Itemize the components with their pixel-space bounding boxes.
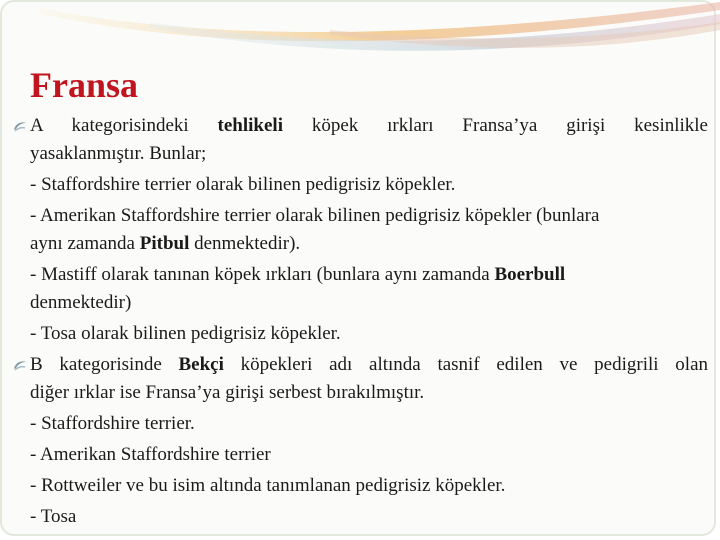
- b-item-3: - Rottweiler ve bu isim altında tanımlanan pedigrisiz köpekler.: [30, 475, 506, 496]
- a-item-3-bold: Boerbull: [494, 264, 566, 285]
- a-intro-text: A kategorisindeki: [30, 115, 218, 136]
- swirl-bullet-icon: [12, 357, 28, 373]
- b-intro-text-end: köpekleri adı altında tasnif edilen ve pedigrili olan: [223, 354, 708, 375]
- b-intro-continuation: diğer ırklar ise Fransa’ya girişi serbest bırakılmıştır.: [30, 382, 425, 403]
- a-item-3-text: - Mastiff olarak tanınan köpek ırkları (bunlara aynı zamanda: [30, 264, 495, 285]
- a-item-2-line-2: [12, 230, 708, 258]
- a-item-2-text-end: denmektedir).: [189, 233, 301, 254]
- a-item-3-line-1: [12, 261, 708, 289]
- slide-body: [12, 112, 708, 531]
- a-item-1: - Staffordshire terrier olarak bilinen pedigrisiz köpekler.: [30, 174, 456, 195]
- a-item-3-line-2: denmektedir): [30, 292, 132, 313]
- bullet-b-intro: [12, 351, 708, 379]
- bullet-a-intro: [12, 112, 708, 140]
- b-intro-text: B kategorisinde: [30, 354, 179, 375]
- slide-title: Fransa: [30, 65, 138, 105]
- b-item-1: - Staffordshire terrier.: [30, 413, 195, 434]
- a-intro-continuation: yasaklanmıştır. Bunlar;: [30, 143, 207, 164]
- b-intro-bold: Bekçi: [178, 354, 224, 375]
- a-item-2-line-1: - Amerikan Staffordshire terrier olarak bilinen pedigrisiz köpekler (bunlara: [30, 205, 600, 226]
- a-intro-bold: tehlikeli: [217, 115, 283, 136]
- b-item-2: - Amerikan Staffordshire terrier: [30, 444, 271, 465]
- decorative-swoosh-header: [0, 0, 720, 70]
- a-item-2-text: aynı zamanda: [30, 233, 140, 254]
- a-item-2-bold: Pitbul: [139, 233, 190, 254]
- a-item-4: - Tosa olarak bilinen pedigrisiz köpekler.: [30, 323, 341, 344]
- swirl-bullet-icon: [12, 118, 28, 134]
- b-item-4: - Tosa: [30, 506, 77, 527]
- a-intro-text-end: köpek ırkları Fransa’ya girişi kesinlikle: [282, 115, 708, 136]
